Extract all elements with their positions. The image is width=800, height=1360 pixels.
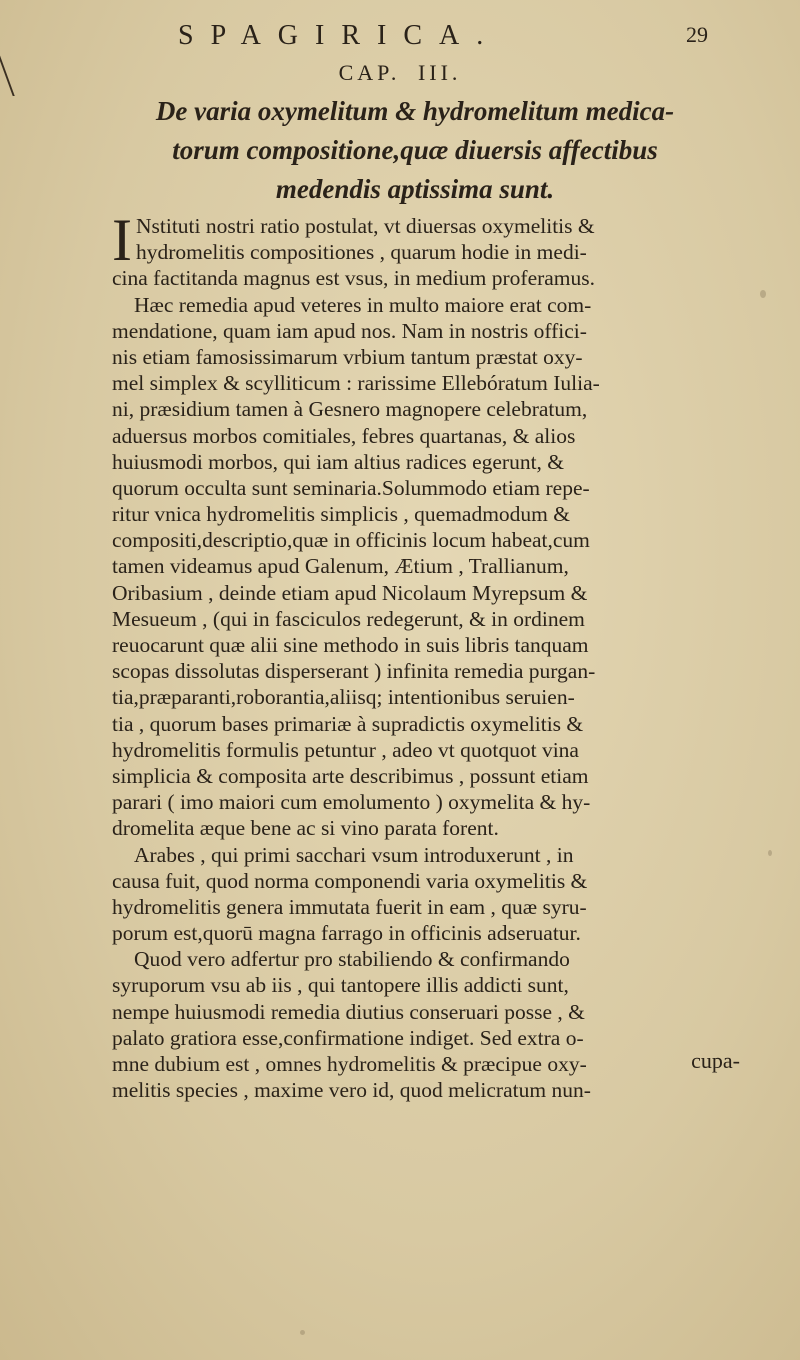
text-line: dromelita æque bene ac si vino parata forent. <box>112 816 499 841</box>
text-line: nempe huiusmodi remedia diutius conseruari posse , & <box>112 999 585 1024</box>
chapter-title-line: medendis aptissima sunt. <box>275 174 555 204</box>
drop-capital: I <box>112 207 132 273</box>
text-line: Oribasium , deinde etiam apud Nicolaum Myrepsum & <box>112 580 588 605</box>
chapter-number: III. <box>417 60 462 85</box>
text-line: ritur vnica hydromelitis simplicis , quemadmodum & <box>112 502 571 527</box>
body-text <box>112 207 772 1103</box>
text-line: mel simplex & scylliticum : rarissime Ellebóratum Iulia- <box>112 371 600 396</box>
chapter-title <box>95 92 735 209</box>
text-line: cina factitanda magnus est vsus, in medium proferamus. <box>112 266 596 291</box>
chapter-label: CAP. <box>338 60 401 85</box>
text-line: Nstituti nostri ratio postulat, vt diuersas oxymelitis & <box>135 214 595 238</box>
paper-speck <box>300 1330 305 1335</box>
paper-speck <box>760 290 766 298</box>
text-line: scopas dissolutas disperserant ) infinita remedia purgan- <box>112 659 596 684</box>
text-line: nis etiam famosissimarum vrbium tantum præstat oxy- <box>112 344 583 369</box>
text-line: Hæc remedia apud veteres in multo maiore erat com- <box>134 292 592 317</box>
text-line: aduersus morbos comitiales, febres quartanas, & alios <box>112 423 576 448</box>
text-line: mendatione, quam iam apud nos. Nam in nostris offici- <box>112 318 587 343</box>
text-line: compositi,descriptio,quæ in officinis locum habeat,cum <box>112 528 590 553</box>
paper-speck <box>768 850 772 856</box>
text-line: quorum occulta sunt seminaria.Solummodo etiam repe- <box>112 475 590 500</box>
text-line: hydromelitis genera immutata fuerit in eam , quæ syru- <box>112 894 587 919</box>
chapter-title-line: De varia oxymelitum & hydromelitum medica- <box>155 96 675 126</box>
text-line: tamen videamus apud Galenum, Ætium , Trallianum, <box>112 554 569 579</box>
text-line: syruporum vsu ab iis , qui tantopere illis addicti sunt, <box>112 973 569 998</box>
running-title: SPAGIRICA. <box>178 20 501 51</box>
text-line: reuocarunt quæ alii sine methodo in suis libris tanquam <box>112 633 589 657</box>
running-head <box>0 14 800 54</box>
page-number: 29 <box>686 22 708 47</box>
text-line: tia,præparanti,roborantia,aliisq; intentionibus seruien- <box>112 685 575 710</box>
text-line: ni, præsidium tamen à Gesnero magnopere celebratum, <box>112 397 588 422</box>
text-line: huiusmodi morbos, qui iam altius radices egerunt, & <box>112 449 565 474</box>
text-line: Quod vero adfertur pro stabiliendo & confirmando <box>134 947 570 972</box>
text-line: Arabes , qui primi sacchari vsum introduxerunt , in <box>134 842 574 867</box>
text-line: simplicia & composita arte describimus , possunt etiam <box>112 763 589 788</box>
chapter-title-line: torum compositione,quæ diuersis affectibus <box>172 135 658 165</box>
text-line: parari ( imo maiori cum emolumento ) oxymelita & hy- <box>112 790 591 815</box>
text-line: palato gratiora esse,confirmatione indiget. Sed extra o- <box>112 1025 584 1050</box>
catchword: cupa- <box>691 1048 740 1073</box>
text-line: mne dubium est , omnes hydromelitis & præcipue oxy- <box>112 1052 587 1076</box>
text-line: hydromelitis compositiones , quarum hodie in medi- <box>135 240 587 265</box>
text-line: Mesueum , (qui in fasciculos redegerunt, & in ordinem <box>112 606 585 631</box>
text-line: melitis species , maxime vero id, quod melicratum nun- <box>112 1078 591 1103</box>
text-line: tia , quorum bases primariæ à supradictis oxymelitis & <box>112 711 584 736</box>
text-line: hydromelitis formulis petuntur , adeo vt quotquot vina <box>112 737 579 762</box>
chapter-heading <box>0 60 800 86</box>
text-line: causa fuit, quod norma componendi varia oxymelitis & <box>112 868 588 893</box>
text-line: porum est,quorū magna farrago in officinis adseruatur. <box>112 921 581 946</box>
